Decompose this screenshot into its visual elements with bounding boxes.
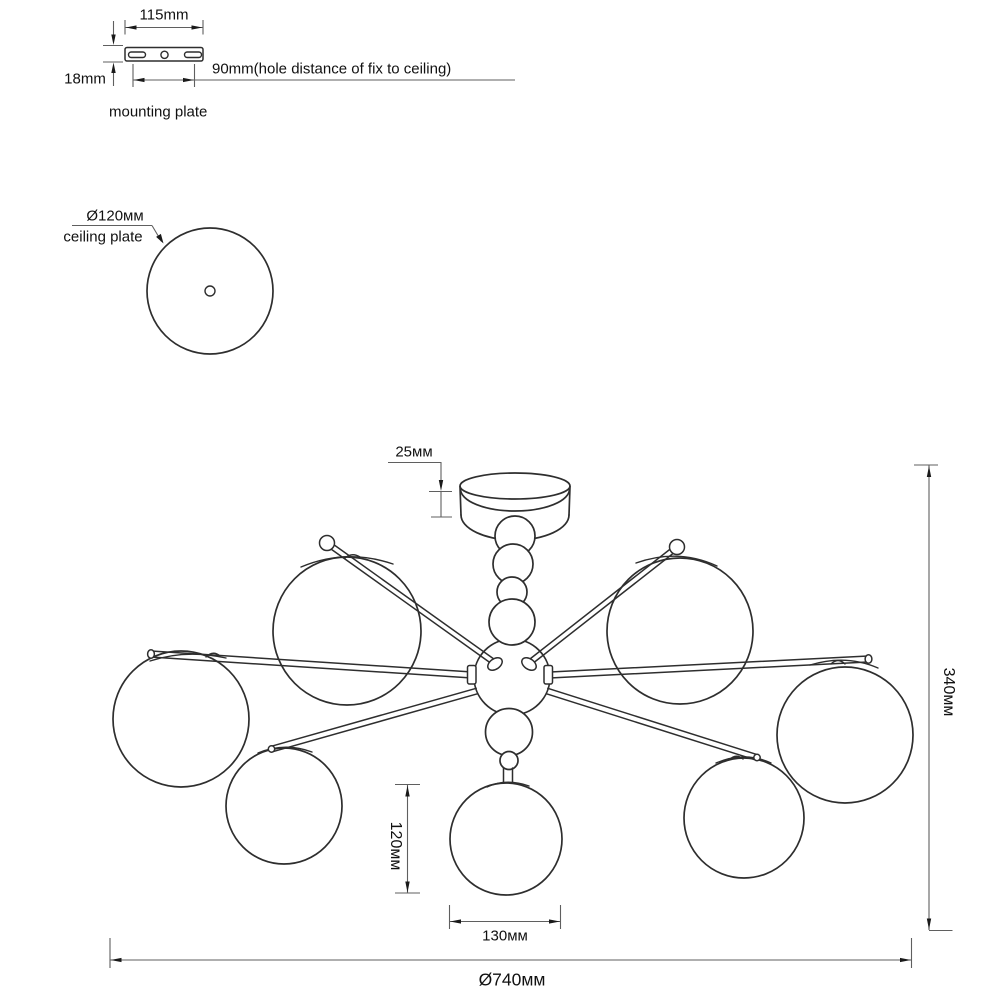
dim-label-overall-height: 340мм xyxy=(940,667,957,717)
hub-collar-right xyxy=(544,666,553,685)
arm-ball-cap xyxy=(320,536,335,551)
dim-label-plate-width: 115mm xyxy=(139,6,189,24)
dim-label-ceiling-plate-diameter: Ø120мм xyxy=(86,207,144,225)
arm-tip xyxy=(754,754,760,760)
chandelier-figure xyxy=(113,473,913,895)
globe-upper-right xyxy=(607,558,753,704)
mounting-plate-figure xyxy=(125,48,203,62)
pendant-ball xyxy=(500,752,518,770)
dim-label-hole-distance: 90mm(hole distance of fix to ceiling) xyxy=(212,60,452,78)
globe-lower-right xyxy=(684,758,804,878)
central-hub xyxy=(474,639,550,715)
arm-tip xyxy=(148,650,155,658)
arm-ball-cap xyxy=(670,540,685,555)
arm-tip xyxy=(268,746,274,752)
dim-label-canopy-height: 25мм xyxy=(395,443,433,461)
globe-lower-left xyxy=(226,748,342,864)
dim-label-shade-diameter: 130мм xyxy=(482,927,528,945)
globe-upper-left xyxy=(273,557,421,705)
dim-label-plate-thickness: 18mm xyxy=(64,70,106,88)
hub-collar-left xyxy=(468,666,477,685)
globe-far-right xyxy=(777,667,913,803)
caption-ceiling-plate: ceiling plate xyxy=(63,228,143,246)
dim-label-overall-diameter: Ø740мм xyxy=(478,969,546,990)
dim-label-shade-height: 120мм xyxy=(387,821,404,871)
caption-mounting-plate: mounting plate xyxy=(109,103,208,121)
ceiling-plate-disc xyxy=(147,228,273,354)
pendant-sphere xyxy=(486,709,533,756)
globe-bottom-center xyxy=(450,783,562,895)
globe-far-left xyxy=(113,651,249,787)
bead-4 xyxy=(489,599,535,645)
arm-tip xyxy=(865,655,872,663)
